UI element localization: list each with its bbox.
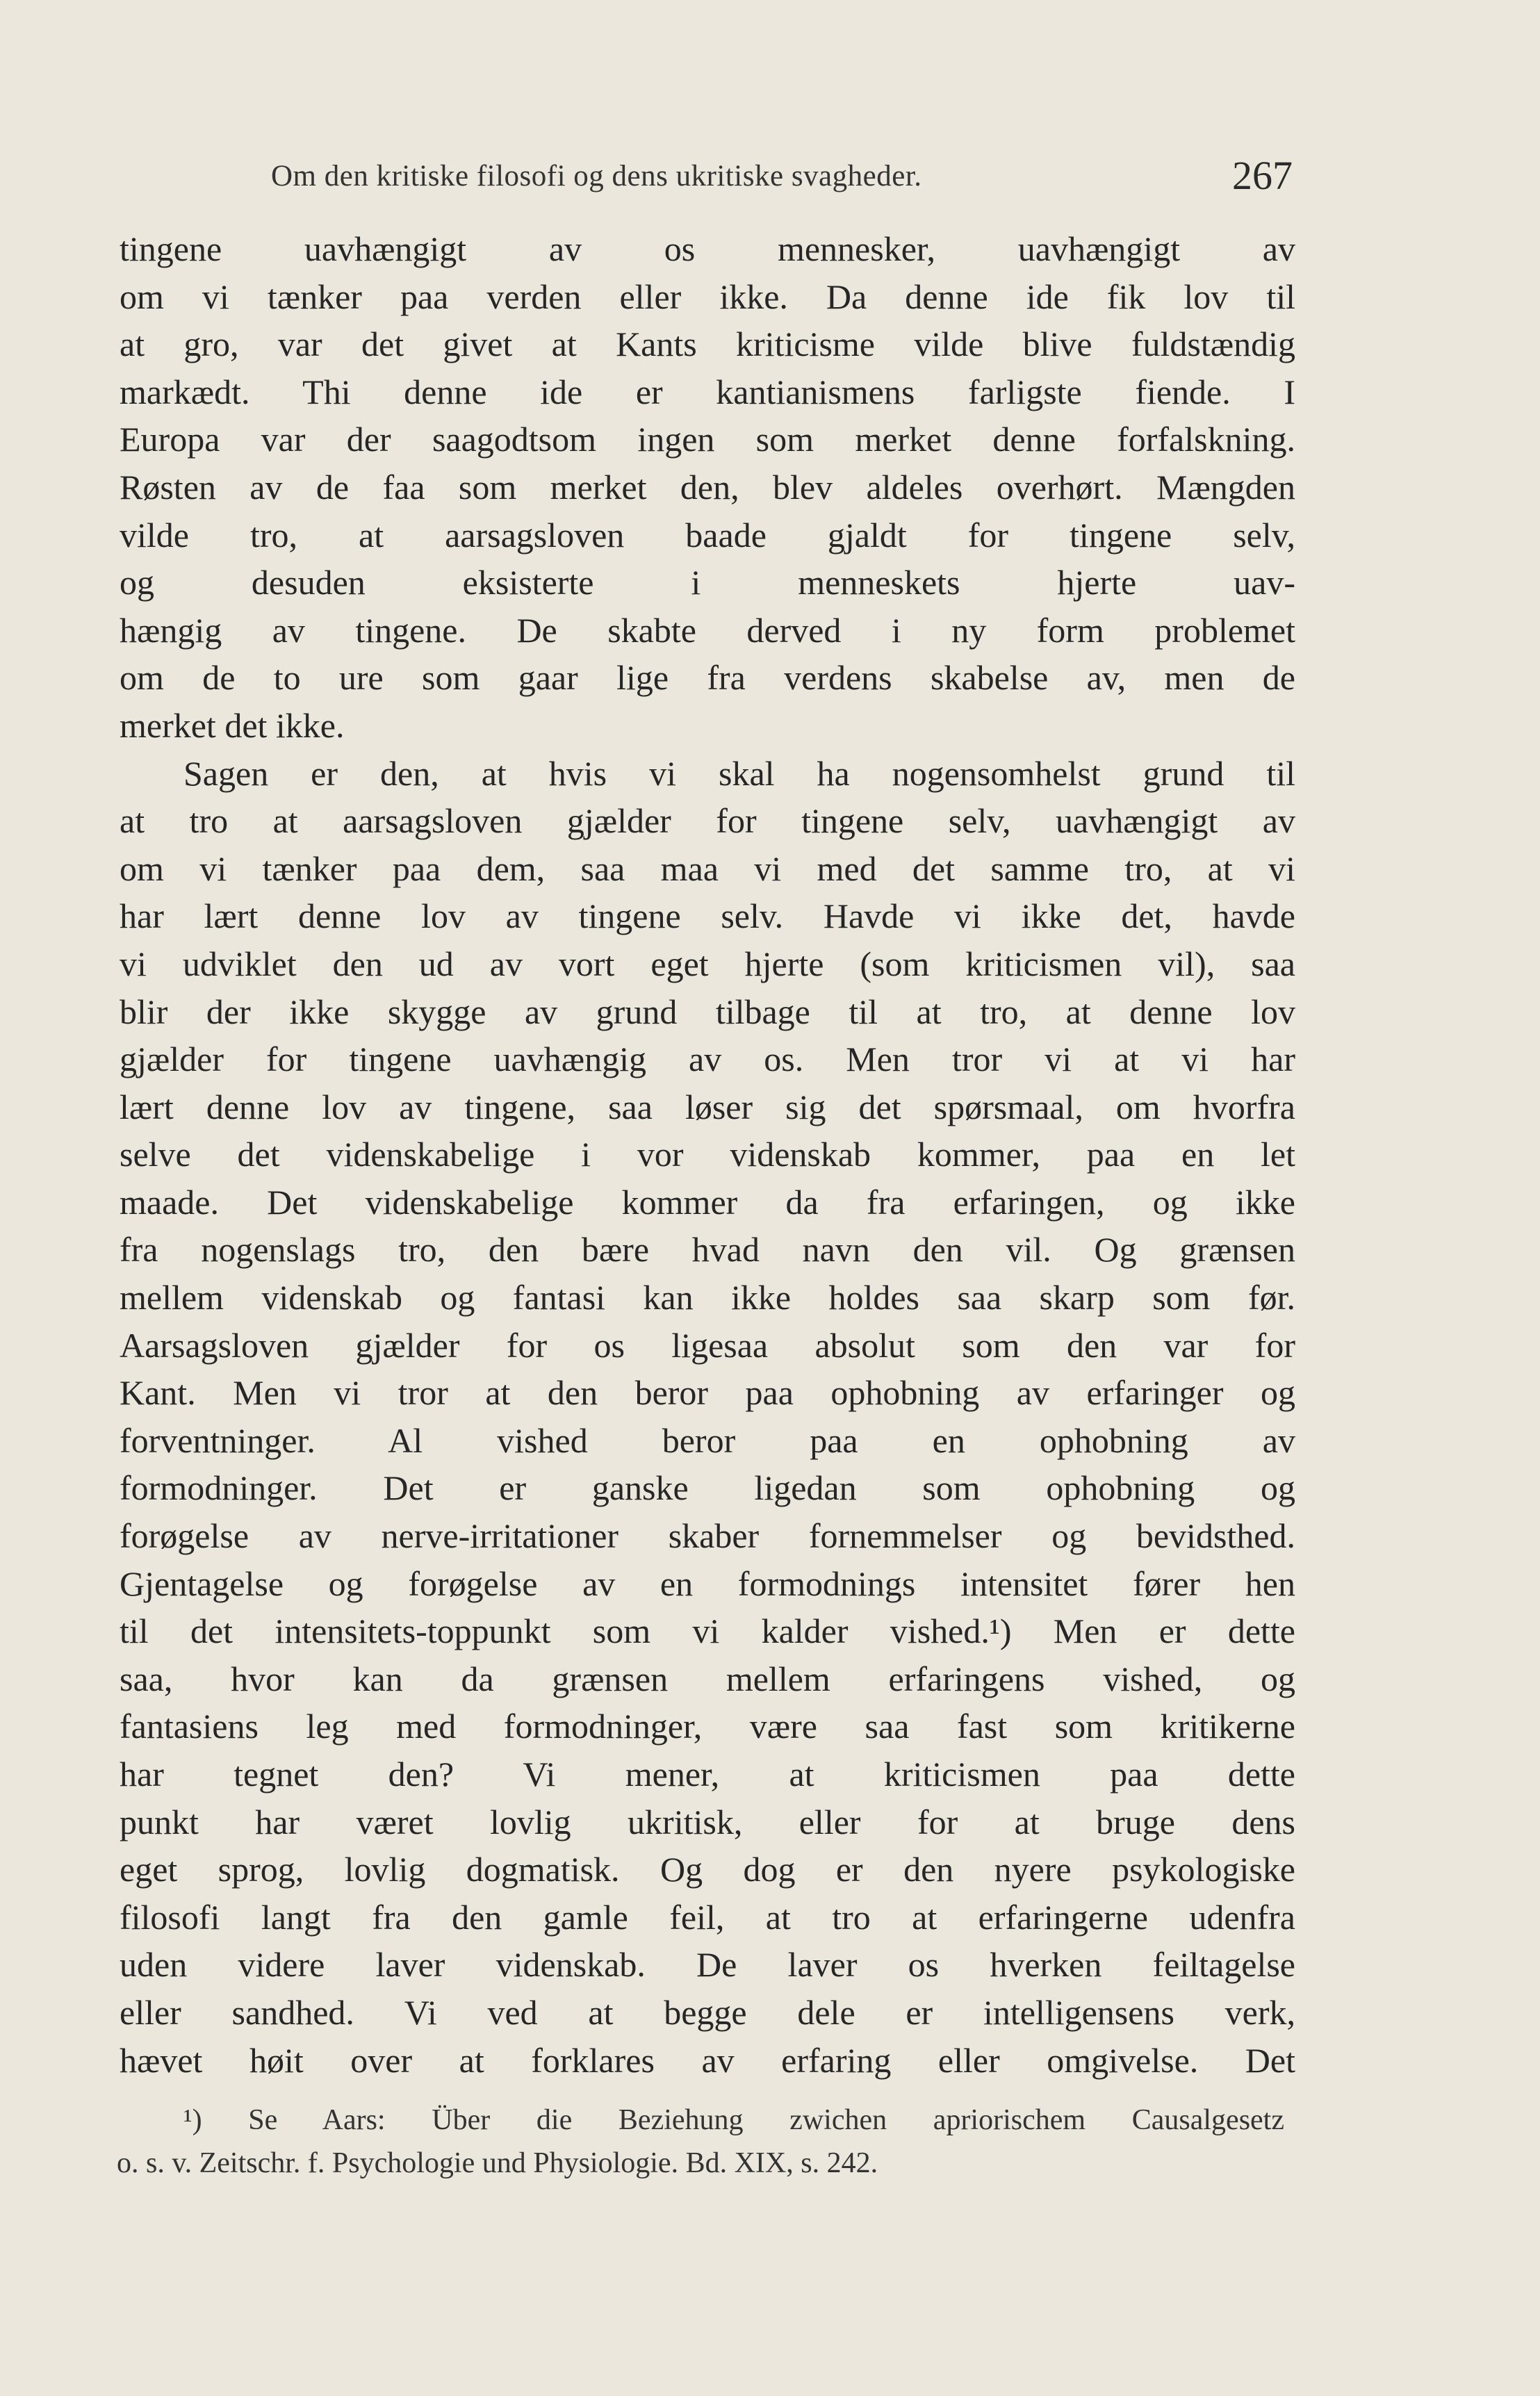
text-line: uden videre laver videnskab. De laver os hverken feiltagelse (120, 1945, 1295, 1985)
text-line: forventninger. Al vished beror paa en ophobning av (120, 1420, 1295, 1460)
text-line: formodninger. Det er ganske ligedan som ophobning og (120, 1468, 1295, 1508)
text-line: filosofi langt fra den gamle feil, at tro at erfaringerne udenfra (120, 1897, 1295, 1937)
text-line: hævet høit over at forklares av erfaring eller omgivelse. Det (120, 2040, 1295, 2080)
text-line: fra nogenslags tro, den bære hvad navn den vil. Og grænsen (120, 1230, 1295, 1270)
text-line: lært denne lov av tingene, saa løser sig det spørsmaal, om hvorfra (120, 1087, 1295, 1126)
text-line: hængig av tingene. De skabte derved i ny form problemet (120, 610, 1295, 650)
page-number: 267 (1232, 153, 1293, 198)
footnote-line: ¹) Se Aars: Über die Beziehung zwichen apriorischem Causalgesetz (183, 2104, 1284, 2136)
text-line: at tro at aarsagsloven gjælder for tingene selv, uavhængigt av (120, 801, 1295, 841)
text-line: tingene uavhængigt av os mennesker, uavhængigt av (120, 229, 1295, 268)
text-line: forøgelse av nerve-irritationer skaber fornemmelser og bevidsthed. (120, 1516, 1295, 1556)
page-header (118, 142, 1293, 205)
text-line: blir der ikke skygge av grund tilbage til at tro, at denne lov (120, 992, 1295, 1031)
text-line: om vi tænker paa verden eller ikke. Da denne ide fik lov til (120, 277, 1295, 316)
text-line: Kant. Men vi tror at den beror paa ophobning av erfaringer og (120, 1373, 1295, 1413)
text-line: at gro, var det givet at Kants kriticisme vilde blive fuldstændig (120, 325, 1295, 364)
text-line: saa, hvor kan da grænsen mellem erfaringens vished, og (120, 1659, 1295, 1698)
text-line: selve det videnskabelige i vor videnskab kommer, paa en let (120, 1135, 1295, 1174)
text-line: markædt. Thi denne ide er kantianismens farligste fiende. I (120, 372, 1295, 411)
text-line: har lært denne lov av tingene selv. Havde vi ikke det, havde (120, 896, 1295, 936)
body-text (120, 225, 1295, 2084)
text-line: vilde tro, at aarsagsloven baade gjaldt for tingene selv, (120, 515, 1295, 555)
text-line: merket det ikke. (120, 705, 345, 745)
text-line: punkt har været lovlig ukritisk, eller for at bruge dens (120, 1802, 1295, 1841)
text-line: Gjentagelse og forøgelse av en formodnings intensitet fører hen (120, 1564, 1295, 1603)
text-line: om vi tænker paa dem, saa maa vi med det samme tro, at vi (120, 848, 1295, 888)
text-line: vi udviklet den ud av vort eget hjerte (som kriticismen vil), saa (120, 944, 1295, 983)
text-line: gjælder for tingene uavhængig av os. Men tror vi at vi har (120, 1040, 1295, 1079)
text-line: om de to ure som gaar lige fra verdens skabelse av, men de (120, 658, 1295, 698)
footnote (117, 2099, 1284, 2185)
text-line: har tegnet den? Vi mener, at kriticismen paa dette (120, 1755, 1295, 1794)
text-line: maade. Det videnskabelige kommer da fra erfaringen, og ikke (120, 1182, 1295, 1222)
text-line: mellem videnskab og fantasi kan ikke holdes saa skarp som før. (120, 1278, 1295, 1318)
running-head: Om den kritiske filosofi og dens ukritiske svagheder. (271, 160, 922, 192)
text-line: eget sprog, lovlig dogmatisk. Og dog er den nyere psykologiske (120, 1850, 1295, 1889)
footnote-line: o. s. v. Zeitschr. f. Psychologie und Physiologie. Bd. XIX, s. 242. (117, 2147, 878, 2179)
text-line: eller sandhed. Vi ved at begge dele er intelligensens verk, (120, 1992, 1295, 2032)
text-line: Aarsagsloven gjælder for os ligesaa absolut som den var for (120, 1325, 1295, 1365)
text-line: Europa var der saagodtsom ingen som merket denne forfalskning. (120, 420, 1295, 459)
text-line: Røsten av de faa som merket den, blev aldeles overhørt. Mængden (120, 467, 1295, 507)
text-line: og desuden eksisterte i menneskets hjerte uav- (120, 563, 1295, 602)
text-line: Sagen er den, at hvis vi skal ha nogensomhelst grund til (183, 753, 1295, 793)
text-line: fantasiens leg med formodninger, være saa fast som kritikerne (120, 1707, 1295, 1746)
text-line: til det intensitets-toppunkt som vi kalder vished.¹) Men er dette (120, 1611, 1295, 1651)
